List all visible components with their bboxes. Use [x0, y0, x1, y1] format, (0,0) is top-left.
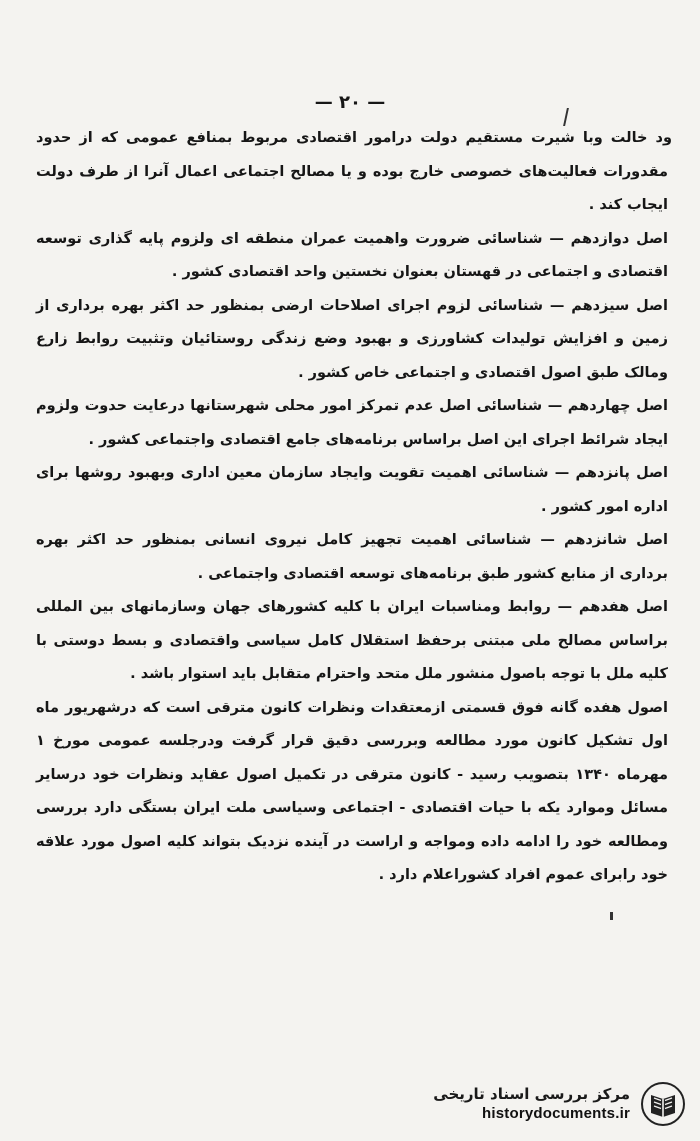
- org-url: historydocuments.ir: [482, 1105, 630, 1122]
- paragraph-article-16: اصل شانزدهم — شناسائی اهمیت تجهیز کامل نیروی انسانی بمنظور حد اکثر بهره برداری از منابع کشور طبق برنامه‌های توسعه اقتصادی واجتماعی .: [36, 532, 668, 582]
- paragraph-conclusion: اصول هفده گانه فوق قسمتی ازمعتقدات ونظرات کانون مترقی است که درشهریور ماه اول تشکیل کانون مورد مطالعه وبررسی دقیق قرار گرفت ودرجلسه عمومی مورخ ۱ مهرماه ۱۳۴۰ بتصویب رسید - کانون مترقی در تکمیل اصول عقاید ونظرات خود درسایر مسائل وموارد یکه با حیات اقتصادی - اجتماعی وسیاسی ملت ایران بستگی دارد بررسی ومطالعه خود را ادامه داده ومواجه و اراست در آینده نزدیک بتواند کلیه اصول مورد علاقه خود رابرای عموم افراد کشوراعلام دارد .: [36, 699, 668, 883]
- paragraph-article-15: اصل پانزدهم — شناسائی اهمیت تقویت وایجاد سازمان معین اداری وبهبود روشها برای اداره امور کشور .: [36, 465, 668, 515]
- paragraph-article-12: اصل دوازدهم — شناسائی ضرورت واهمیت عمران منطقه ای ولزوم پایه گذاری توسعه اقتصادی و اجتماعی در قهستان بعنوان نخستین واحد اقتصادی کشور .: [36, 230, 668, 280]
- paragraph-intro-continuation: ود خالت وبا شیرت مستقیم دولت درامور اقتصادی مربوط بمنافع عمومی که از حدود مقدورات فعالیت‌های خصوصی خارج بوده و یا مصالح اجتماعی اعمال آنرا از طرف دولت ایجاب کند .: [36, 130, 672, 213]
- paragraph-article-17: اصل هفدهم — روابط ومناسبات ایران با کلیه کشورهای جهان وسازمانهای بین المللی براساس مصالح ملی مبتنی برحفظ استقلال کامل سیاسی واقتصادی و بسط دوستی با کلیه ملل با توجه باصول منشور ملل متحد واحترام متقابل باید استوار باشد .: [36, 599, 668, 682]
- archive-book-icon: [640, 1081, 686, 1127]
- page-number: — ۲۰ —: [314, 92, 386, 113]
- ink-mark: [610, 912, 613, 920]
- watermark-text: [433, 1084, 630, 1124]
- document-body: [36, 122, 672, 893]
- watermark-footer: [401, 1077, 686, 1131]
- org-name: مرکز بررسی اسناد تاریخی: [433, 1085, 630, 1103]
- paragraph-article-14: اصل چهاردهم — شناسائی اصل عدم تمرکز امور محلی شهرستانها درعایت حدوت ولزوم ایجاد شرائط اجرای این اصل براساس برنامه‌های جامع اقتصادی واجتماعی کشور .: [36, 398, 668, 448]
- paragraph-article-13: اصل سیزدهم — شناسائی لزوم اجرای اصلاحات ارضی بمنظور حد اکثر بهره برداری از زمین و افزایش تولیدات کشاورزی و بهبود وضع زندگی روستائیان وتثبیت روابط زارع ومالک طبق اصول اقتصادی و اجتماعی خاص کشور .: [36, 297, 668, 381]
